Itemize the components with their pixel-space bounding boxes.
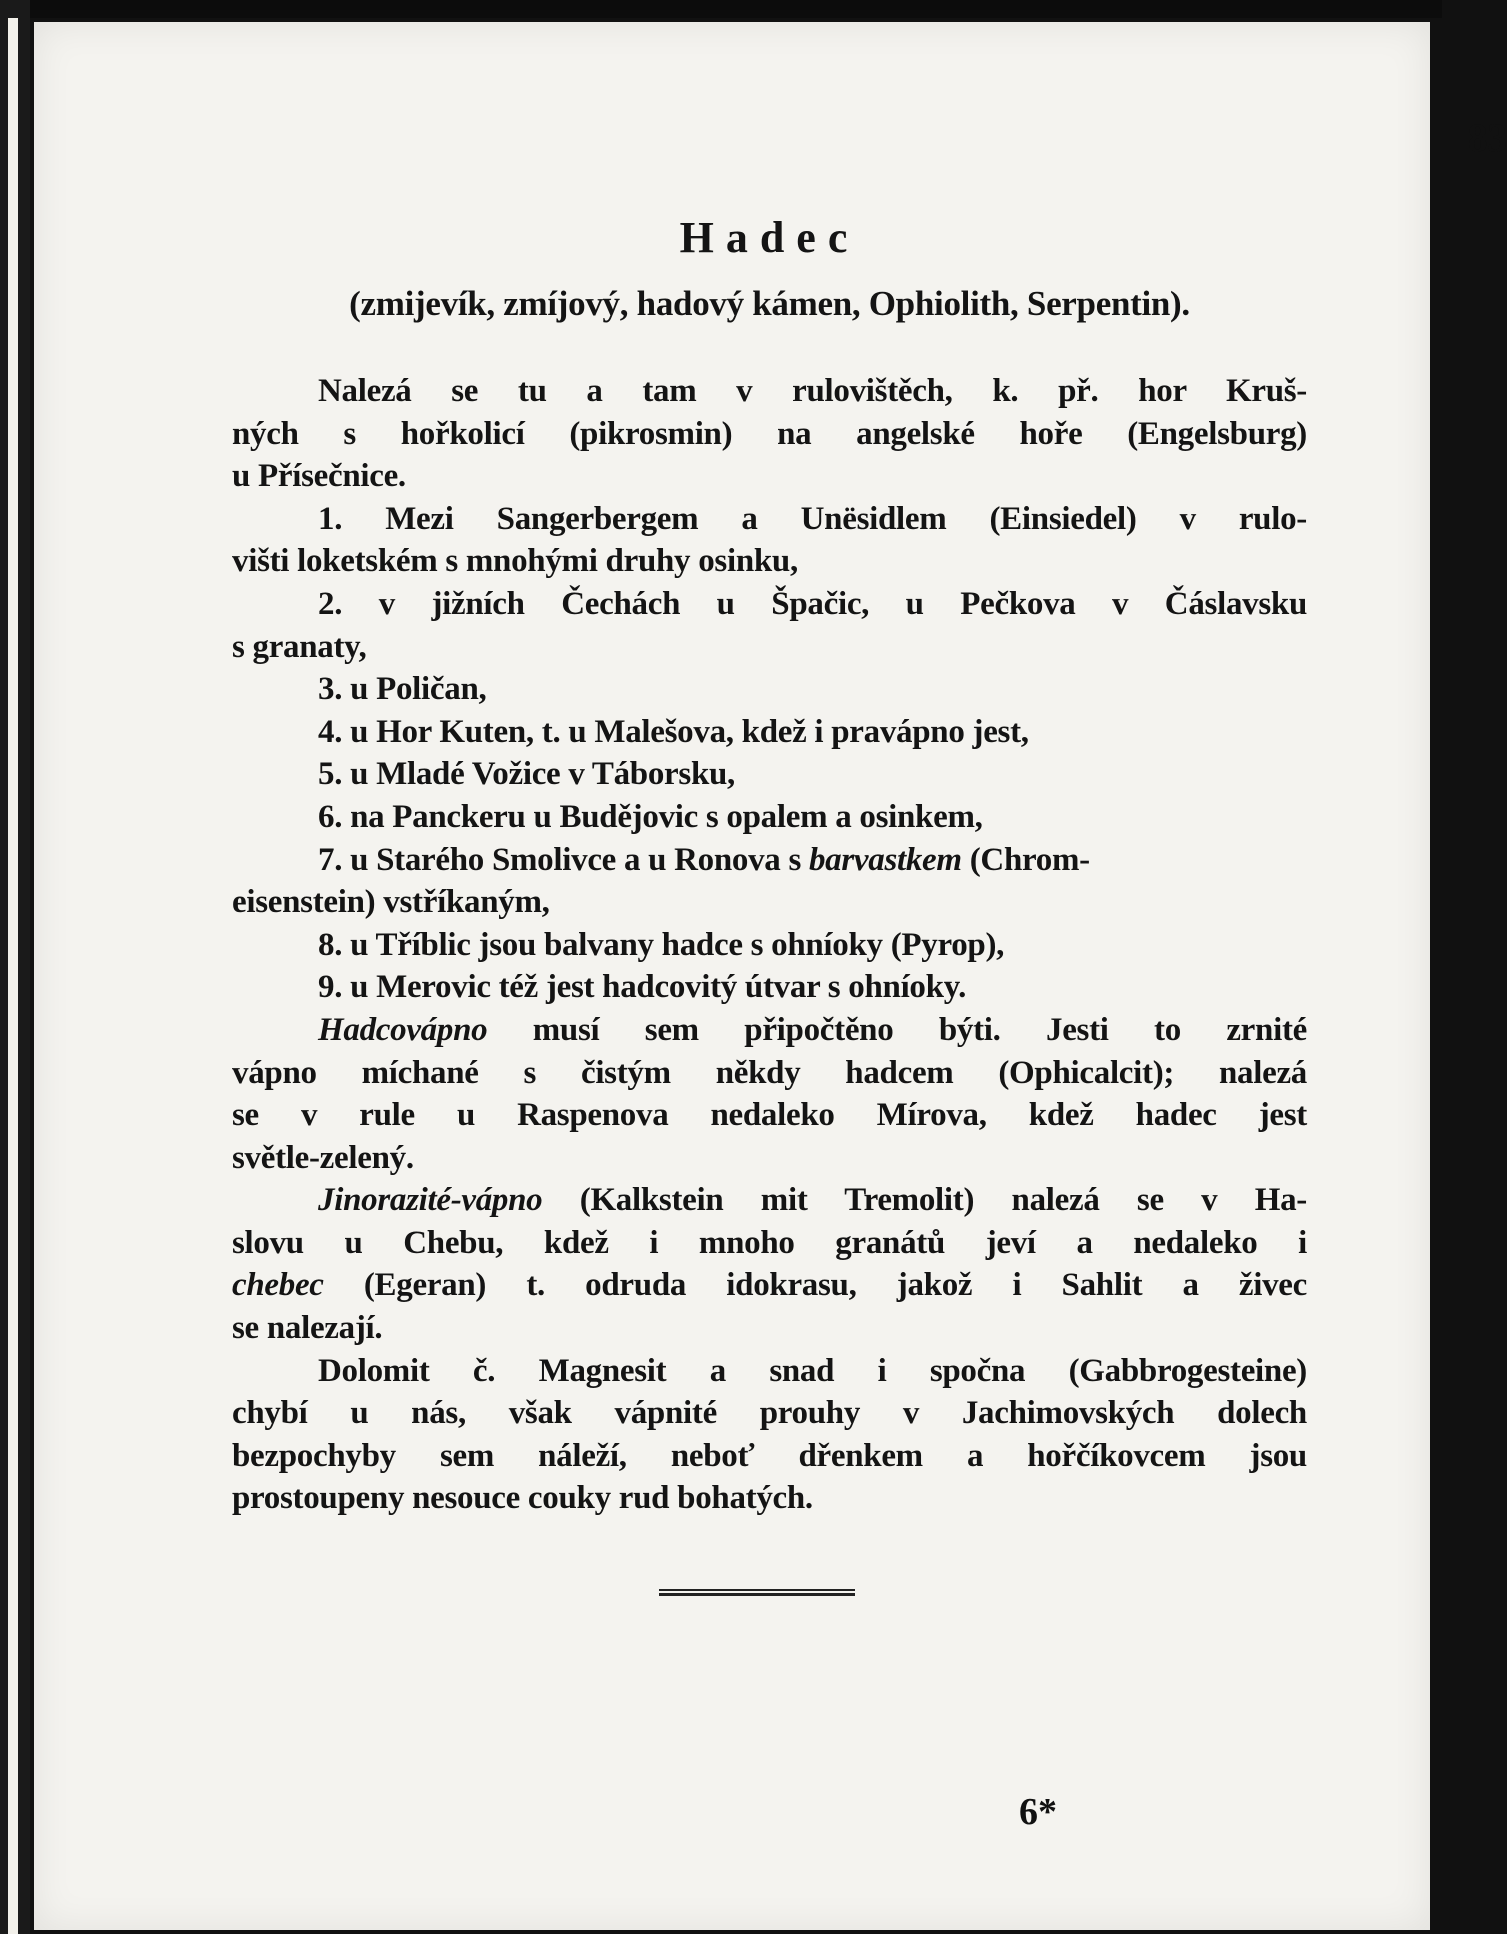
italic-term: barvastkem	[808, 841, 962, 878]
body-text	[232, 370, 1307, 1520]
separator-line	[659, 1593, 855, 1596]
section-separator	[659, 1587, 855, 1599]
text-line: 8. u Tříblic jsou balvany hadce s ohníoky (Pyrop),	[318, 926, 1005, 963]
text-line: ných s hořkolicí (pikrosmin) na angelské hoře (Engelsburg)	[232, 415, 1307, 452]
text-line: prostoupeny nesouce couky rud bohatých.	[232, 1480, 813, 1517]
text-line: slovu u Chebu, kdež i mnoho granátů jeví a nedaleko i	[232, 1224, 1307, 1261]
text-line: Dolomit č. Magnesit a snad i spočna (Gabbrogesteine)	[318, 1352, 1307, 1389]
text-line: Nalezá se tu a tam v rulovištěch, k. př. hor Kruš-	[318, 373, 1307, 409]
text-run: (Kalkstein mit Tremolit) nalezá se v Ha-	[542, 1182, 1307, 1219]
italic-term: chebec	[232, 1267, 324, 1304]
page-number: 83	[1467, 115, 1507, 160]
text-line-mixed	[232, 839, 1307, 882]
text-line-mixed	[232, 1264, 1307, 1307]
scan-frame-strip	[8, 18, 18, 1934]
text-run: (Chrom-	[961, 841, 1090, 878]
text-line: se v rule u Raspenova nedaleko Mírova, kdež hadec jest	[232, 1097, 1307, 1134]
signature-mark: 6*	[1019, 1791, 1057, 1833]
italic-term: Hadcovápno	[318, 1011, 488, 1048]
separator-line	[659, 1589, 855, 1591]
text-line: u Přísečnice.	[232, 458, 406, 495]
text-line: s granaty,	[232, 628, 367, 665]
text-line: 9. u Merovic též jest hadcovitý útvar s ohníoky.	[318, 969, 967, 1006]
text-line: 2. v jižních Čechách u Špačic, u Pečkova v Čáslavsku	[318, 585, 1307, 622]
text-line: višti loketském s mnohými druhy osinku,	[232, 543, 798, 580]
text-run: musí sem připočtěno býti. Jesti to zrnité	[487, 1011, 1307, 1048]
text-line-mixed	[232, 1009, 1307, 1052]
text-line: 1. Mezi Sangerbergem a Unësidlem (Einsiedel) v rulo-	[318, 500, 1307, 537]
text-line: chybí u nás, však vápnité prouhy v Jachimovských dolech	[232, 1395, 1307, 1432]
page-title: Hadec	[679, 213, 860, 262]
text-line: 6. na Panckeru u Budějovic s opalem a osinkem,	[318, 798, 983, 835]
page-subtitle: (zmijevík, zmíjový, hadový kámen, Ophiolith, Serpentin).	[349, 284, 1190, 323]
scan-frame-top	[0, 0, 1442, 18]
italic-term: Jinorazité-vápno	[318, 1182, 543, 1219]
text-line: 4. u Hor Kuten, t. u Malešova, kdež i pravápno jest,	[318, 713, 1029, 750]
text-line: 5. u Mladé Vožice v Táborsku,	[318, 756, 735, 793]
text-line: bezpochyby sem náleží, neboť dřenkem a hořčíkovcem jsou	[232, 1437, 1307, 1474]
text-line: se nalezají.	[232, 1310, 383, 1347]
text-line: 3. u Poličan,	[318, 671, 487, 708]
text-run: 7. u Starého Smolivce a u Ronova s	[318, 841, 809, 878]
text-line-mixed	[232, 1179, 1307, 1222]
text-line: eisenstein) vstříkaným,	[232, 884, 550, 921]
text-line: vápno míchané s čistým někdy hadcem (Ophicalcit); nalezá	[232, 1054, 1307, 1091]
book-page	[34, 22, 1507, 1930]
text-run: (Egeran) t. odruda idokrasu, jakož i Sahlit a živec	[323, 1267, 1307, 1304]
text-line: světle-zelený.	[232, 1139, 414, 1176]
